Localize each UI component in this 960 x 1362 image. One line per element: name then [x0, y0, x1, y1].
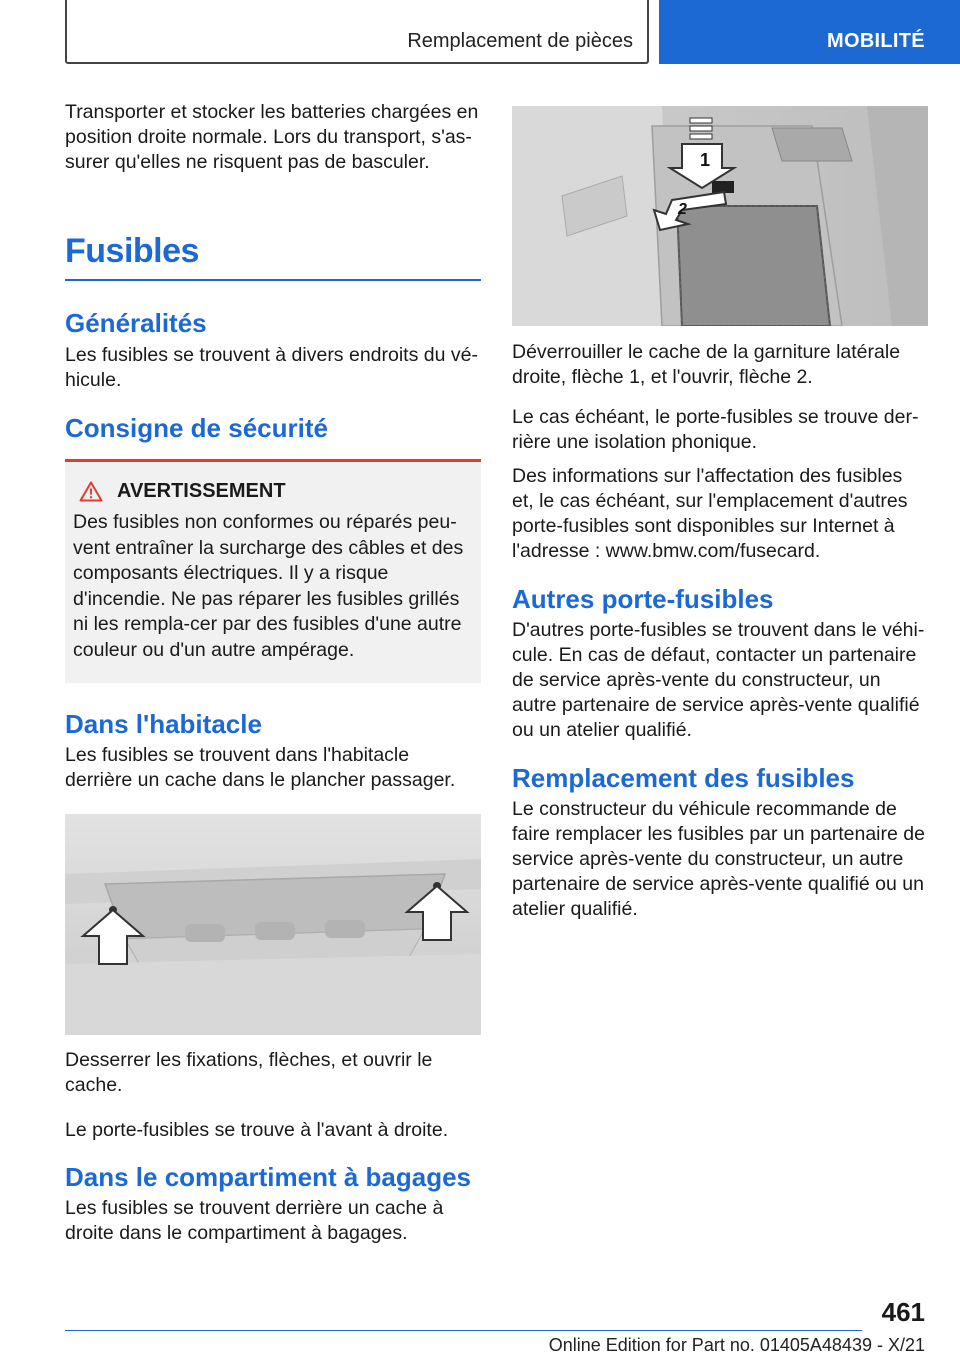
arrow-label-2: 2	[678, 201, 687, 218]
luggage-paragraph: Les fusibles se trouvent derrière un cache à droite dans le compartiment à bagages.	[65, 1197, 444, 1244]
other-holders-heading: Autres porte-fusibles	[512, 584, 774, 614]
fuses-section-title: Fusibles	[65, 232, 481, 281]
page-number: 461	[881, 1297, 925, 1327]
interior-photo-caption: Desserrer les fixations, flèches, et ouvrir le cache.	[65, 1049, 433, 1096]
warning-triangle-icon	[79, 481, 103, 502]
general-heading: Généralités	[65, 308, 207, 338]
other-holders-paragraph: D'autres porte-fusibles se trouvent dans le véhi-cule. En cas de défaut, contacter un partenaire de service après-vente du constructeur, un autre partenaire de service après-vente qualifié ou un atelier qualifié.	[512, 619, 925, 741]
left-column	[65, 100, 481, 1246]
footer-divider	[65, 1330, 862, 1331]
general-paragraph: Les fusibles se trouvent à divers endroits du vé-hicule.	[65, 344, 478, 391]
interior-heading: Dans l'habitacle	[65, 709, 262, 739]
header-section-label: MOBILITÉ	[827, 30, 925, 52]
insulation-paragraph: Le cas échéant, le porte-fusibles se trouve der-rière une isolation phonique.	[512, 406, 919, 453]
interior-note: Le porte-fusibles se trouve à l'avant à droite.	[65, 1119, 449, 1141]
warning-paragraph: Des fusibles non conformes ou réparés peu-vent entraîner la surcharge des câbles et des composants électriques. Il y a risque d'incendie. Ne pas réparer les fusibles grillés ni les rempla-cer par des fusibles d'une autre couleur ou d'un autre ampérage.	[73, 511, 464, 661]
warning-box	[65, 459, 481, 683]
safety-heading: Consigne de sécurité	[65, 413, 328, 443]
luggage-photo-caption: Déverrouiller le cache de la garniture latérale droite, flèche 1, et l'ouvrir, flèche 2.	[512, 341, 901, 388]
luggage-photo	[512, 106, 928, 326]
interior-photo	[65, 814, 481, 1035]
replacement-paragraph: Le constructeur du véhicule recommande de faire remplacer les fusibles par un partenaire de service après-vente du constructeur, un autre partenaire de service après-vente qualifié ou un atelier qualifié.	[512, 798, 925, 920]
footer-edition: Online Edition for Part no. 01405A48439 - X/21	[548, 1335, 925, 1355]
arrow-label-1: 1	[700, 150, 711, 170]
header-section-tab[interactable]	[659, 0, 960, 64]
header-chapter-box	[65, 0, 649, 64]
right-column	[512, 106, 928, 922]
intro-paragraph: Transporter et stocker les batteries chargées en position droite normale. Lors du transport, s'as-surer qu'elles ne risquent pas de basculer.	[65, 101, 479, 173]
replacement-heading: Remplacement des fusibles	[512, 763, 855, 793]
fusecard-info-paragraph: Des informations sur l'affectation des fusibles et, le cas échéant, sur l'emplacement d'autres porte-fusibles sont disponibles sur Internet à l'adresse : www.bmw.com/fusecard.	[512, 465, 908, 562]
warning-header	[79, 480, 473, 503]
interior-paragraph: Les fusibles se trouvent dans l'habitacle derrière un cache dans le plancher passager.	[65, 744, 456, 791]
header-chapter-title: Remplacement de pièces	[407, 30, 633, 52]
luggage-heading: Dans le compartiment à bagages	[65, 1162, 472, 1192]
warning-title: AVERTISSEMENT	[117, 480, 286, 502]
